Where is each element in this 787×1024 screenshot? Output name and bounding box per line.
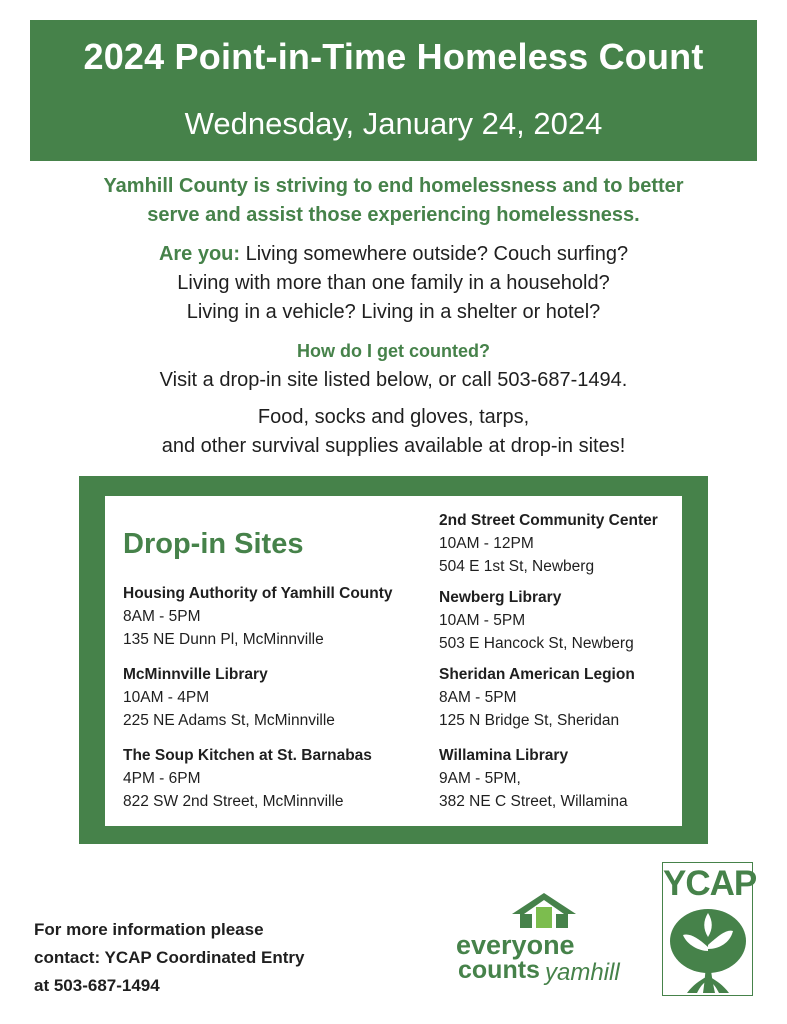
- site-address: 822 SW 2nd Street, McMinnville: [123, 793, 344, 810]
- page-title: 2024 Point-in-Time Homeless Count: [83, 36, 704, 77]
- site-entry: [439, 664, 709, 732]
- site-entry: [123, 745, 393, 813]
- are-you-line-2: Living with more than one family in a household?: [177, 272, 610, 294]
- house-icon: [506, 890, 582, 932]
- site-address: 503 E Hancock St, Newberg: [439, 635, 634, 652]
- contact-line-3: at 503-687-1494: [34, 976, 160, 995]
- are-you-line-1: [0, 240, 787, 269]
- supplies-line-1: Food, socks and gloves, tarps,: [257, 406, 530, 428]
- site-name: 2nd Street Community Center: [439, 512, 658, 529]
- are-you-text-1: Living somewhere outside? Couch surfing?: [240, 243, 629, 265]
- site-name: Willamina Library: [439, 747, 569, 764]
- are-you-section: [0, 240, 787, 327]
- site-entry: [439, 587, 709, 655]
- are-you-label: Are you:: [158, 243, 241, 265]
- are-you-line-3: Living in a vehicle? Living in a shelter or hotel?: [186, 301, 601, 323]
- site-name: Sheridan American Legion: [439, 666, 635, 683]
- drop-in-sites-box: [79, 476, 708, 844]
- mission-line-2: serve and assist those experiencing homelessness.: [147, 204, 640, 226]
- logo-word-yamhill: yamhill: [545, 959, 620, 986]
- site-hours: 10AM - 12PM: [439, 535, 534, 552]
- site-hours: 8AM - 5PM: [439, 689, 517, 706]
- header-banner: [30, 20, 757, 161]
- site-name: Housing Authority of Yamhill County: [123, 585, 393, 602]
- ycap-logo-text: YCAP: [663, 864, 757, 903]
- site-entry: [123, 583, 393, 651]
- supplies-line-2: and other survival supplies available at drop-in sites!: [161, 435, 626, 457]
- everyone-counts-logo: [456, 890, 646, 1000]
- mission-line-1: Yamhill County is striving to end homelessness and to better: [103, 175, 684, 197]
- drop-in-sites-title: Drop-in Sites: [123, 528, 304, 560]
- ycap-logo: [662, 862, 757, 996]
- tree-icon: [667, 907, 749, 993]
- site-hours: 8AM - 5PM: [123, 608, 201, 625]
- drop-in-sites-panel: [105, 496, 682, 826]
- site-name: McMinnville Library: [123, 666, 268, 683]
- site-hours: 10AM - 4PM: [123, 689, 210, 706]
- site-hours: 4PM - 6PM: [123, 770, 201, 787]
- mission-statement: [0, 172, 787, 230]
- site-name: Newberg Library: [439, 589, 562, 606]
- site-entry: [439, 510, 709, 578]
- supplies-section: [0, 403, 787, 461]
- contact-line-1: For more information please: [34, 920, 264, 939]
- logo-word-everyone: everyone: [456, 930, 575, 960]
- contact-line-2: contact: YCAP Coordinated Entry: [34, 948, 305, 967]
- site-hours: 10AM - 5PM: [439, 612, 526, 629]
- site-address: 382 NE C Street, Willamina: [439, 793, 628, 810]
- site-entry: [439, 745, 709, 813]
- contact-info: [34, 916, 354, 1000]
- site-address: 125 N Bridge St, Sheridan: [439, 712, 620, 729]
- site-name: The Soup Kitchen at St. Barnabas: [123, 747, 372, 764]
- site-address: 504 E 1st St, Newberg: [439, 558, 595, 575]
- site-hours: 9AM - 5PM,: [439, 770, 521, 787]
- site-address: 135 NE Dunn Pl, McMinnville: [123, 631, 324, 648]
- logo-word-counts: counts: [458, 956, 540, 984]
- how-counted-heading: How do I get counted?: [297, 341, 490, 361]
- site-address: 225 NE Adams St, McMinnville: [123, 712, 335, 729]
- how-counted-text: Visit a drop-in site listed below, or call 503-687-1494.: [159, 369, 628, 391]
- event-date: Wednesday, January 24, 2024: [184, 106, 603, 141]
- how-counted-section: [0, 337, 787, 395]
- site-entry: [123, 664, 393, 732]
